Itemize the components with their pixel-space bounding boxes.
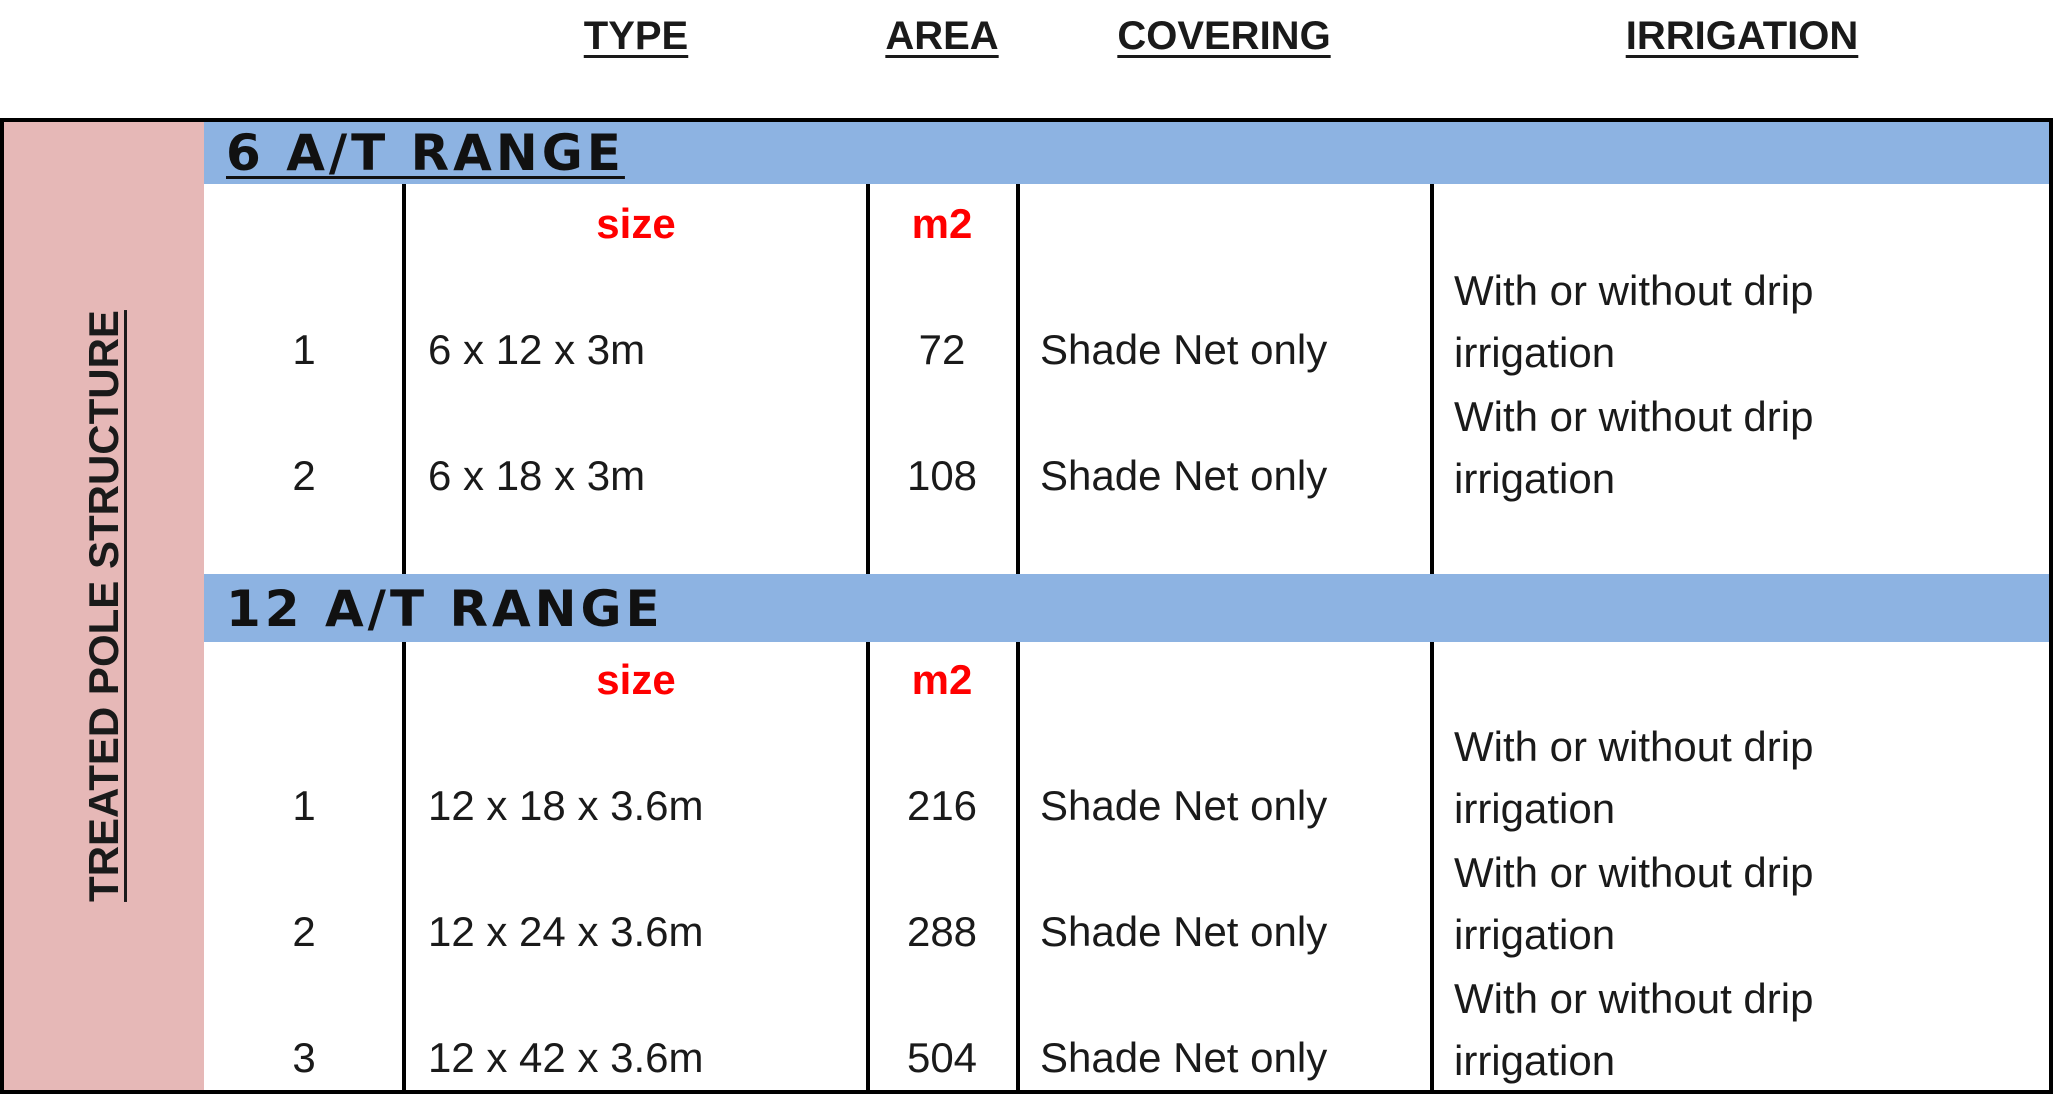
- row-covering: Shade Net only: [1040, 782, 1328, 829]
- header-irrigation: IRRIGATION: [1625, 14, 1859, 58]
- irrigation-line-2: irrigation: [1454, 911, 1616, 958]
- row-covering: Shade Net only: [1040, 326, 1328, 373]
- row-irrigation: [1454, 716, 1813, 840]
- row-size: 12 x 42 x 3.6m: [428, 1034, 704, 1081]
- divider: [866, 642, 870, 1090]
- row-irrigation: [1454, 968, 1813, 1092]
- divider: [1430, 642, 1434, 1090]
- irrigation-line-1: With or without drip: [1454, 849, 1814, 896]
- side-label: TREATED POLE STRUCTURE: [80, 310, 127, 902]
- row-number: 3: [292, 1034, 316, 1081]
- divider: [1016, 184, 1020, 574]
- row-irrigation: [1454, 386, 1813, 510]
- row-number: 2: [292, 908, 316, 955]
- irrigation-line-2: irrigation: [1454, 785, 1616, 832]
- row-covering: Shade Net only: [1040, 908, 1328, 955]
- irrigation-line-1: With or without drip: [1454, 975, 1814, 1022]
- irrigation-line-2: irrigation: [1454, 455, 1616, 502]
- row-area: 72: [918, 326, 966, 373]
- row-irrigation: [1454, 842, 1813, 966]
- row-number: 1: [292, 782, 316, 829]
- row-number: 1: [292, 326, 316, 373]
- row-area: 504: [906, 1034, 978, 1081]
- size-label: size: [596, 200, 676, 247]
- divider: [402, 184, 406, 574]
- divider: [402, 642, 406, 1090]
- size-label: size: [596, 656, 676, 703]
- irrigation-line-1: With or without drip: [1454, 723, 1814, 770]
- divider: [866, 184, 870, 574]
- table-border-top: [0, 118, 2053, 122]
- row-covering: Shade Net only: [1040, 452, 1328, 499]
- row-area: 288: [906, 908, 978, 955]
- irrigation-line-1: With or without drip: [1454, 267, 1814, 314]
- table-border-bottom: [0, 1090, 2053, 1094]
- row-area: 216: [906, 782, 978, 829]
- header-type: TYPE: [583, 14, 689, 58]
- divider: [1430, 184, 1434, 574]
- header-area: AREA: [885, 14, 999, 58]
- header-covering: COVERING: [1117, 14, 1331, 58]
- row-size: 12 x 24 x 3.6m: [428, 908, 704, 955]
- row-size: 12 x 18 x 3.6m: [428, 782, 704, 829]
- irrigation-line-2: irrigation: [1454, 1037, 1616, 1084]
- table-border-right: [2049, 118, 2053, 1094]
- range-title-6: 6 A/T RANGE: [226, 124, 625, 182]
- row-size: 6 x 12 x 3m: [428, 326, 646, 373]
- unit-label: m2: [911, 656, 973, 703]
- irrigation-line-2: irrigation: [1454, 329, 1616, 376]
- table-border-left: [0, 118, 4, 1094]
- row-area: 108: [906, 452, 978, 499]
- row-covering: Shade Net only: [1040, 1034, 1328, 1081]
- irrigation-line-1: With or without drip: [1454, 393, 1814, 440]
- row-size: 6 x 18 x 3m: [428, 452, 646, 499]
- range-title-12: 12 A/T RANGE: [226, 580, 664, 638]
- row-number: 2: [292, 452, 316, 499]
- row-irrigation: [1454, 260, 1813, 384]
- divider: [1016, 642, 1020, 1090]
- unit-label: m2: [911, 200, 973, 247]
